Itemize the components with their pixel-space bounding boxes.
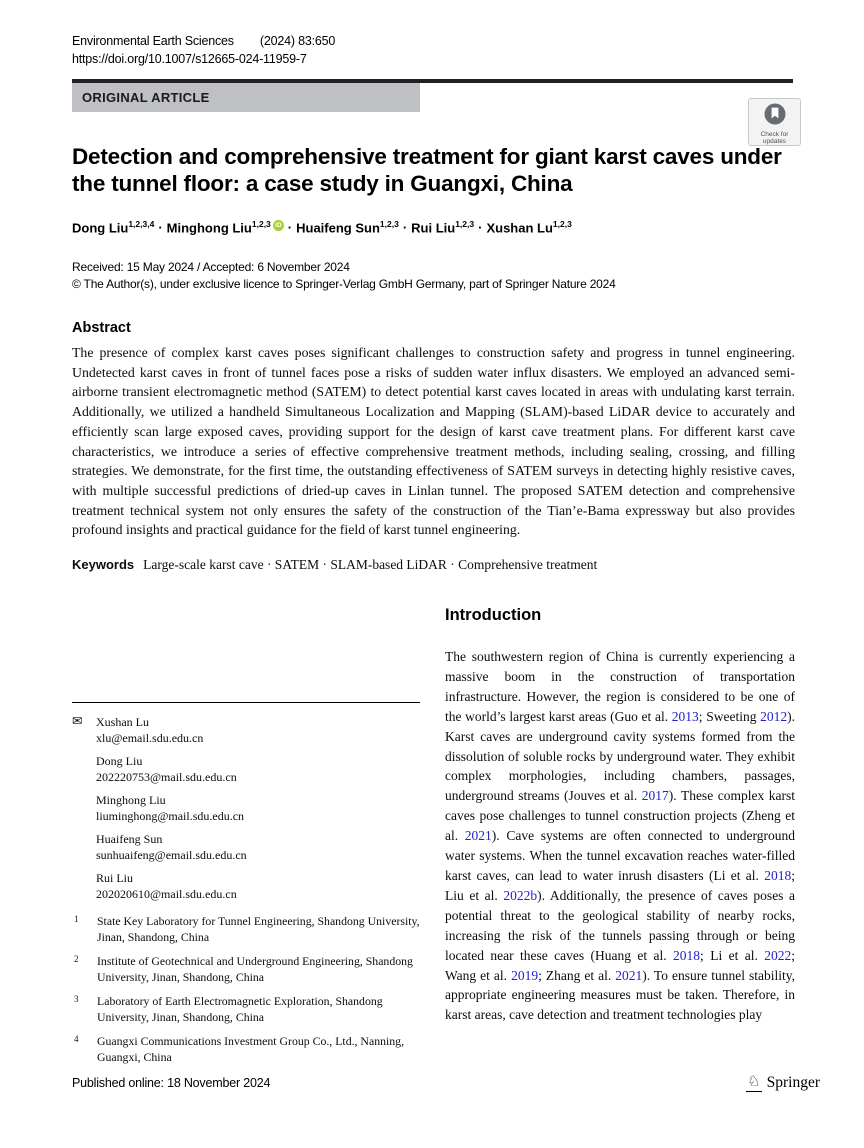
keywords-heading: Keywords (72, 557, 135, 572)
intro-text-run: ). These complex karst caves pose challenges to tunnel construction projects (Zheng et al. (445, 788, 795, 844)
affiliations-block (72, 914, 420, 1065)
author-separator: · (158, 220, 163, 236)
paper-title (72, 144, 795, 197)
affiliation-entry (72, 994, 420, 1025)
affiliation-text: Laboratory of Earth Electromagnetic Exploration, Shandong University, Jinan, Shandong, China (97, 994, 383, 1024)
intro-text-run: ). To ensure tunnel stability, appropriate engineering measures must be taken. Therefore, in karst areas, cave detection and treatment technologies play (445, 967, 795, 1023)
affiliation-text: State Key Laboratory for Tunnel Engineering, Shandong University, Jinan, Shandong, China (97, 914, 420, 944)
copyright-line: © The Author(s), under exclusive licence to Springer-Verlag GmbH Germany, part of Springer Nature 2024 (72, 277, 616, 291)
author-name: Huaifeng Sun (296, 220, 380, 236)
intro-heading: Introduction (445, 606, 542, 624)
correspondent-name: Xushan Lu (96, 715, 149, 729)
intro-text-run: The southwestern region of China is currently experiencing a massive boom in the construction of transportation infrastructure. However, the region is considered to be one of the world’s largest karst areas (Guo et al. (445, 649, 795, 724)
article-type-label: ORIGINAL ARTICLE (82, 90, 210, 105)
citation-link[interactable]: 2017 (641, 788, 669, 804)
correspondence-entry (72, 871, 420, 902)
affiliation-text: Guangxi Communications Investment Group Co., Ltd., Nanning, Guangxi, China (97, 1034, 405, 1064)
author-name: Rui Liu (411, 220, 456, 236)
citation-link[interactable]: 2022b (503, 887, 538, 903)
affiliation-text: Institute of Geotechnical and Underground Engineering, Shandong University, Jinan, Shandong, China (97, 954, 413, 984)
correspondent-email[interactable]: sunhuaifeng@email.sdu.edu.cn (96, 847, 247, 862)
author-name: Minghong Liu (166, 220, 252, 236)
correspondent-email[interactable]: liuminghong@mail.sdu.edu.cn (96, 808, 245, 823)
journal-name: Environmental Earth Sciences (72, 34, 234, 48)
doi-text[interactable]: https://doi.org/10.1007/s12665-024-11959-7 (72, 52, 307, 66)
springer-horse-icon: ♘ (747, 1073, 761, 1090)
citation-link[interactable]: 2022 (764, 947, 792, 963)
correspondence-entry (72, 793, 420, 824)
intro-text-run: ). Cave systems are often connected to underground water systems. When the tunnel excavation reaches water-filled karst caves, can lead to water inrush disasters (Li et al. (445, 828, 795, 883)
citation-link[interactable]: 2018 (673, 947, 701, 963)
citation-link[interactable]: 2013 (671, 708, 699, 724)
springer-logo (746, 1074, 820, 1092)
paper-title-line: the tunnel floor: a case study in Guangxi, China (72, 170, 573, 196)
affiliation-number: 1 (74, 914, 79, 924)
page-header (72, 34, 795, 66)
envelope-icon: ✉ (72, 714, 83, 728)
affiliation-entry (72, 914, 420, 945)
keywords-line (72, 557, 795, 573)
correspondent-name: Minghong Liu (96, 793, 166, 807)
keywords-text: Large-scale karst cave · SATEM · SLAM-based LiDAR · Comprehensive treatment (143, 557, 598, 572)
published-online: Published online: 18 November 2024 (72, 1076, 271, 1090)
check-updates-label-line2: updates (762, 138, 787, 145)
correspondence-entry (72, 832, 420, 863)
two-column-region (72, 602, 795, 1074)
correspondent-name: Rui Liu (96, 871, 134, 885)
footnote-rule (72, 702, 420, 703)
intro-text-run: ; Zhang et al. (538, 967, 616, 983)
citation-link[interactable]: 2018 (764, 867, 792, 883)
springer-wordmark: Springer (766, 1074, 820, 1091)
received-accepted: Received: 15 May 2024 / Accepted: 6 November 2024 (72, 260, 350, 274)
intro-text-run: ; Sweeting (698, 708, 761, 724)
intro-text-run: ). Karst caves are underground cavity systems formed from the dissolution of soluble rocks by underground water. They exhibit complex morphologies, including chambers, passages, underground streams (Jouves et al. (445, 708, 795, 804)
citation-link[interactable]: 2012 (760, 708, 788, 724)
correspondent-email[interactable]: 202220753@mail.sdu.edu.cn (96, 769, 237, 784)
affiliation-entry (72, 1034, 420, 1065)
author-name: Xushan Lu (486, 220, 553, 236)
correspondent-name: Dong Liu (96, 754, 143, 768)
intro-text-run: ; Li et al. (700, 947, 765, 963)
author-superscript: 1,2,3 (379, 219, 399, 229)
check-updates-label-line1: Check for (760, 131, 789, 138)
article-type-banner (72, 83, 420, 112)
author-separator: · (287, 220, 293, 236)
footnote-column (72, 602, 420, 1074)
intro-text-run: ; Wang et al. (445, 947, 796, 983)
author-superscript: 1,2,3 (251, 219, 271, 229)
correspondent-email[interactable]: 202020610@mail.sdu.edu.cn (96, 886, 237, 901)
affiliation-number: 4 (74, 1034, 79, 1044)
page-footer (72, 1074, 820, 1092)
introduction-column (445, 602, 795, 1074)
author-separator: · (478, 220, 483, 236)
abstract-heading: Abstract (72, 320, 131, 336)
correspondence-entry (72, 715, 420, 746)
affiliation-number: 3 (74, 994, 79, 1004)
author-name: Dong Liu (72, 220, 129, 236)
abstract-text: The presence of complex karst caves poses significant challenges to construction safety and progress in tunnel engineering. Undetected karst caves in front of tunnel faces pose a risks of sudden water influx disasters. We employed an advanced semi-airborne transient electromagnetic method (SATEM) to detect potential karst caves located in areas with undulating karst terrain. Additionally, we utilized a handheld Simultaneous Localization and Mapping (SLAM)-based LiDAR device to accurately and efficiently scan large exposed caves, providing support for the design of karst cave treatment plans. For different karst cave characteristics, we introduce a series of effective comprehensive treatment methods, including sealing, crossing, and filling strategies. We demonstrate, for the first time, the outstanding effectiveness of SATEM surveys in detecting highly resistive caves, with multiple successful predictions of dried-up caves in Linlan tunnel. The proposed SATEM detection and comprehensive treatment technical system not only ensures the safety of the construction of the Tian’e-Bama expressway but also provides profound insights and practical guidance for the field of karst tunnel engineering. (72, 345, 795, 538)
authors-line (72, 219, 795, 235)
paper-title-line: Detection and comprehensive treatment for giant karst caves under (72, 144, 782, 169)
orcid-icon[interactable]: iD (273, 220, 284, 231)
correspondent-email[interactable]: xlu@email.sdu.edu.cn (96, 730, 204, 745)
correspondence-entry (72, 754, 420, 785)
author-separator: · (402, 220, 408, 236)
bookmark-icon (763, 102, 787, 126)
journal-line (72, 34, 795, 48)
author-superscript: 1,2,3,4 (128, 219, 155, 229)
check-updates-badge[interactable] (748, 98, 801, 146)
intro-text-run: ; Liu et al. (445, 867, 795, 903)
citation-link[interactable]: 2021 (464, 828, 492, 844)
author-superscript: 1,2,3 (552, 219, 572, 229)
citation-link[interactable]: 2021 (615, 967, 643, 983)
intro-paragraph (445, 647, 795, 1025)
citation-link[interactable]: 2019 (511, 967, 539, 983)
affiliation-entry (72, 954, 420, 985)
affiliation-number: 2 (74, 954, 79, 964)
author-superscript: 1,2,3 (455, 219, 475, 229)
intro-text-run: ). Additionally, the presence of caves poses a potential threat to the geological stability of nearby rocks, increasing the risk of the tunnels passing through or being located near these caves (Huang et al. (445, 887, 796, 963)
issue-info: (2024) 83:650 (259, 34, 336, 48)
correspondence-block (72, 715, 420, 902)
correspondent-name: Huaifeng Sun (96, 832, 163, 846)
